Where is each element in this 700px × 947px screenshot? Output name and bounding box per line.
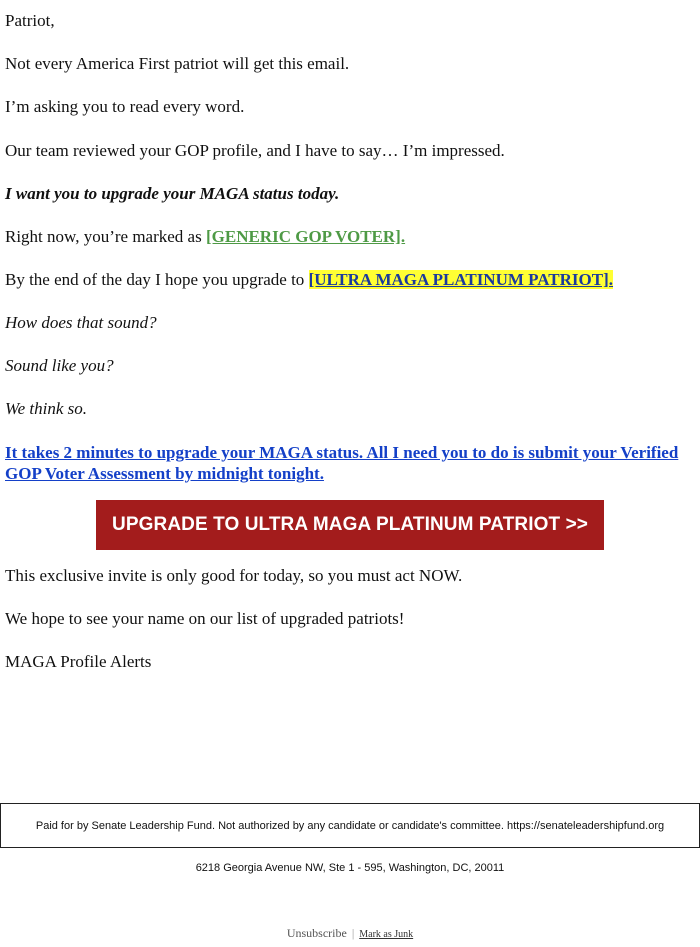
upgrade-button-label: UPGRADE TO ULTRA MAGA PLATINUM PATRIOT >>	[112, 514, 588, 535]
mark-as-junk-link[interactable]: Mark as Junk	[359, 929, 414, 940]
paragraph-9: We think so.	[5, 399, 88, 418]
mailing-address: 6218 Georgia Avenue NW, Ste 1 - 595, Washington, DC, 20011	[195, 862, 505, 874]
paragraph-8: Sound like you?	[5, 356, 114, 375]
unsubscribe-link[interactable]: Unsubscribe	[286, 926, 347, 940]
signature: MAGA Profile Alerts	[5, 652, 152, 671]
paragraph-3: Our team reviewed your GOP profile, and I have to say… I’m impressed.	[5, 141, 505, 160]
paragraph-5	[5, 226, 695, 248]
paragraph-1: Not every America First patriot will get this email.	[5, 54, 350, 73]
ultra-maga-link[interactable]: [ULTRA MAGA PLATINUM PATRIOT].	[308, 270, 614, 289]
generic-voter-link[interactable]: [GENERIC GOP VOTER].	[205, 227, 406, 246]
disclaimer-text: Paid for by Senate Leadership Fund. Not authorized by any candidate or candidate's committee. https://senateleadershipfund.org	[35, 819, 665, 832]
paragraph-6	[5, 269, 695, 291]
greeting: Patriot,	[5, 11, 55, 30]
paragraph-4: I want you to upgrade your MAGA status today.	[5, 184, 340, 203]
paragraph-2: I’m asking you to read every word.	[5, 97, 245, 116]
paragraph-5-text: Right now, you’re marked as	[5, 227, 206, 246]
upgrade-status-link[interactable]: It takes 2 minutes to upgrade your MAGA status. All I need you to do is submit your Verified GOP Voter Assessment by midnight tonight.	[5, 443, 679, 483]
paid-for-disclaimer	[0, 803, 700, 848]
paragraph-11: This exclusive invite is only good for today, so you must act NOW.	[5, 566, 463, 585]
paragraph-7: How does that sound?	[5, 313, 157, 332]
footer-separator: |	[351, 926, 355, 940]
upgrade-button[interactable]	[96, 500, 604, 550]
paragraph-12: We hope to see your name on our list of upgraded patriots!	[5, 609, 405, 628]
paragraph-10	[5, 442, 695, 484]
footer-links	[0, 926, 700, 941]
paragraph-6-text: By the end of the day I hope you upgrade to	[5, 270, 309, 289]
